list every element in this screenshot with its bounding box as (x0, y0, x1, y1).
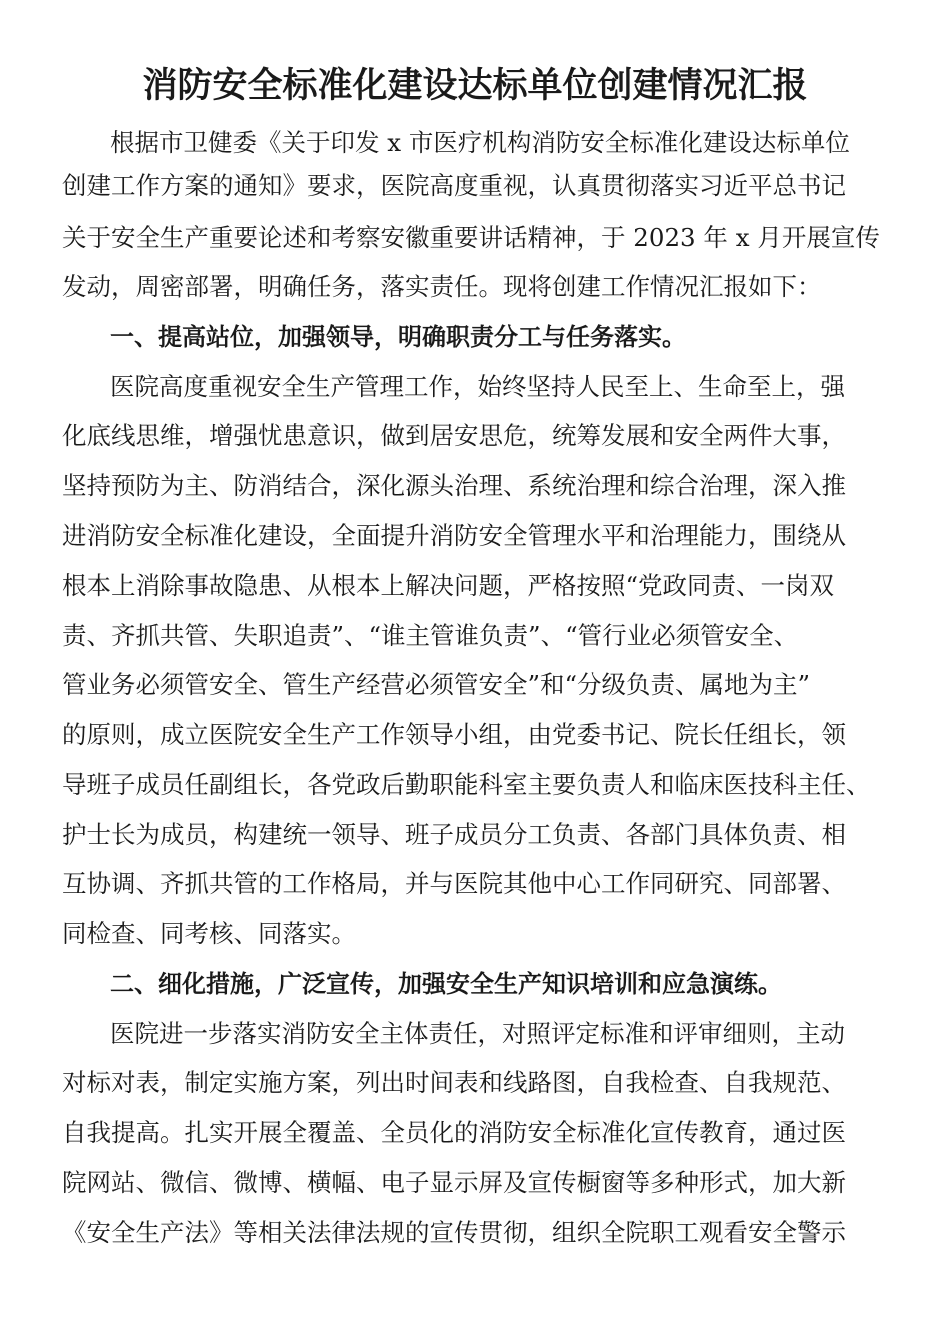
paragraph-2-line-10: 护士长为成员，构建统一领导、班子成员分工负责、各部门具体负责、相 (62, 820, 846, 849)
paragraph-2-line-2: 化底线思维，增强忧患意识，做到居安思危，统筹发展和安全两件大事， (62, 421, 846, 450)
document-title: 消防安全标准化建设达标单位创建情况汇报 (142, 66, 808, 106)
paragraph-2-line-11: 互协调、齐抓共管的工作格局，并与医院其他中心工作同研究、同部署、 (62, 869, 846, 898)
paragraph-3-line-4: 院网站、微信、微博、横幅、电子显示屏及宣传橱窗等多种形式，加大新 (62, 1168, 846, 1197)
paragraph-3-line-3: 自我提高。扎实开展全覆盖、全员化的消防安全标准化宣传教育，通过医 (62, 1118, 846, 1147)
paragraph-2-line-9: 导班子成员任副组长，各党政后勤职能科室主要负责人和临床医技科主任、 (62, 770, 871, 799)
paragraph-3-line-5: 《安全生产法》等相关法律法规的宣传贯彻，组织全院职工观看安全警示 (62, 1218, 846, 1247)
paragraph-1-line-1: 根据市卫健委《关于印发 x 市医疗机构消防安全标准化建设达标单位 (110, 128, 850, 157)
section-heading-2: 二、细化措施，广泛宣传，加强安全生产知识培训和应急演练。 (110, 970, 782, 998)
paragraph-2-line-1: 医院高度重视安全生产管理工作，始终坚持人民至上、生命至上，强 (110, 372, 845, 401)
paragraph-2-line-5: 根本上消除事故隐患、从根本上解决问题，严格按照“党政同责、一岗双 (62, 571, 835, 600)
paragraph-2-line-8: 的原则，成立医院安全生产工作领导小组，由党委书记、院长任组长，领 (62, 720, 846, 749)
paragraph-2-line-3: 坚持预防为主、防消结合，深化源头治理、系统治理和综合治理，深入推 (62, 471, 846, 500)
paragraph-3-line-1: 医院进一步落实消防安全主体责任，对照评定标准和评审细则，主动 (110, 1019, 845, 1048)
paragraph-2-line-12: 同检查、同考核、同落实。 (62, 919, 356, 948)
paragraph-1-line-2: 创建工作方案的通知》要求，医院高度重视，认真贯彻落实习近平总书记 (62, 171, 846, 200)
paragraph-1-line-3: 关于安全生产重要论述和考察安徽重要讲话精神，于 2023 年 x 月开展宣传 (62, 223, 880, 252)
paragraph-2-line-4: 进消防安全标准化建设，全面提升消防安全管理水平和治理能力，围绕从 (62, 521, 846, 550)
section-heading-1: 一、提高站位，加强领导，明确职责分工与任务落实。 (110, 323, 686, 351)
paragraph-3-line-2: 对标对表，制定实施方案，列出时间表和线路图，自我检查、自我规范、 (62, 1068, 846, 1097)
paragraph-2-line-7: 管业务必须管安全、管生产经营必须管安全”和“分级负责、属地为主” (62, 670, 811, 699)
paragraph-1-line-4: 发动，周密部署，明确任务，落实责任。现将创建工作情况汇报如下： (62, 272, 822, 301)
paragraph-2-line-6: 责、齐抓共管、失职追责”、“谁主管谁负责”、“管行业必须管安全、 (62, 621, 799, 650)
